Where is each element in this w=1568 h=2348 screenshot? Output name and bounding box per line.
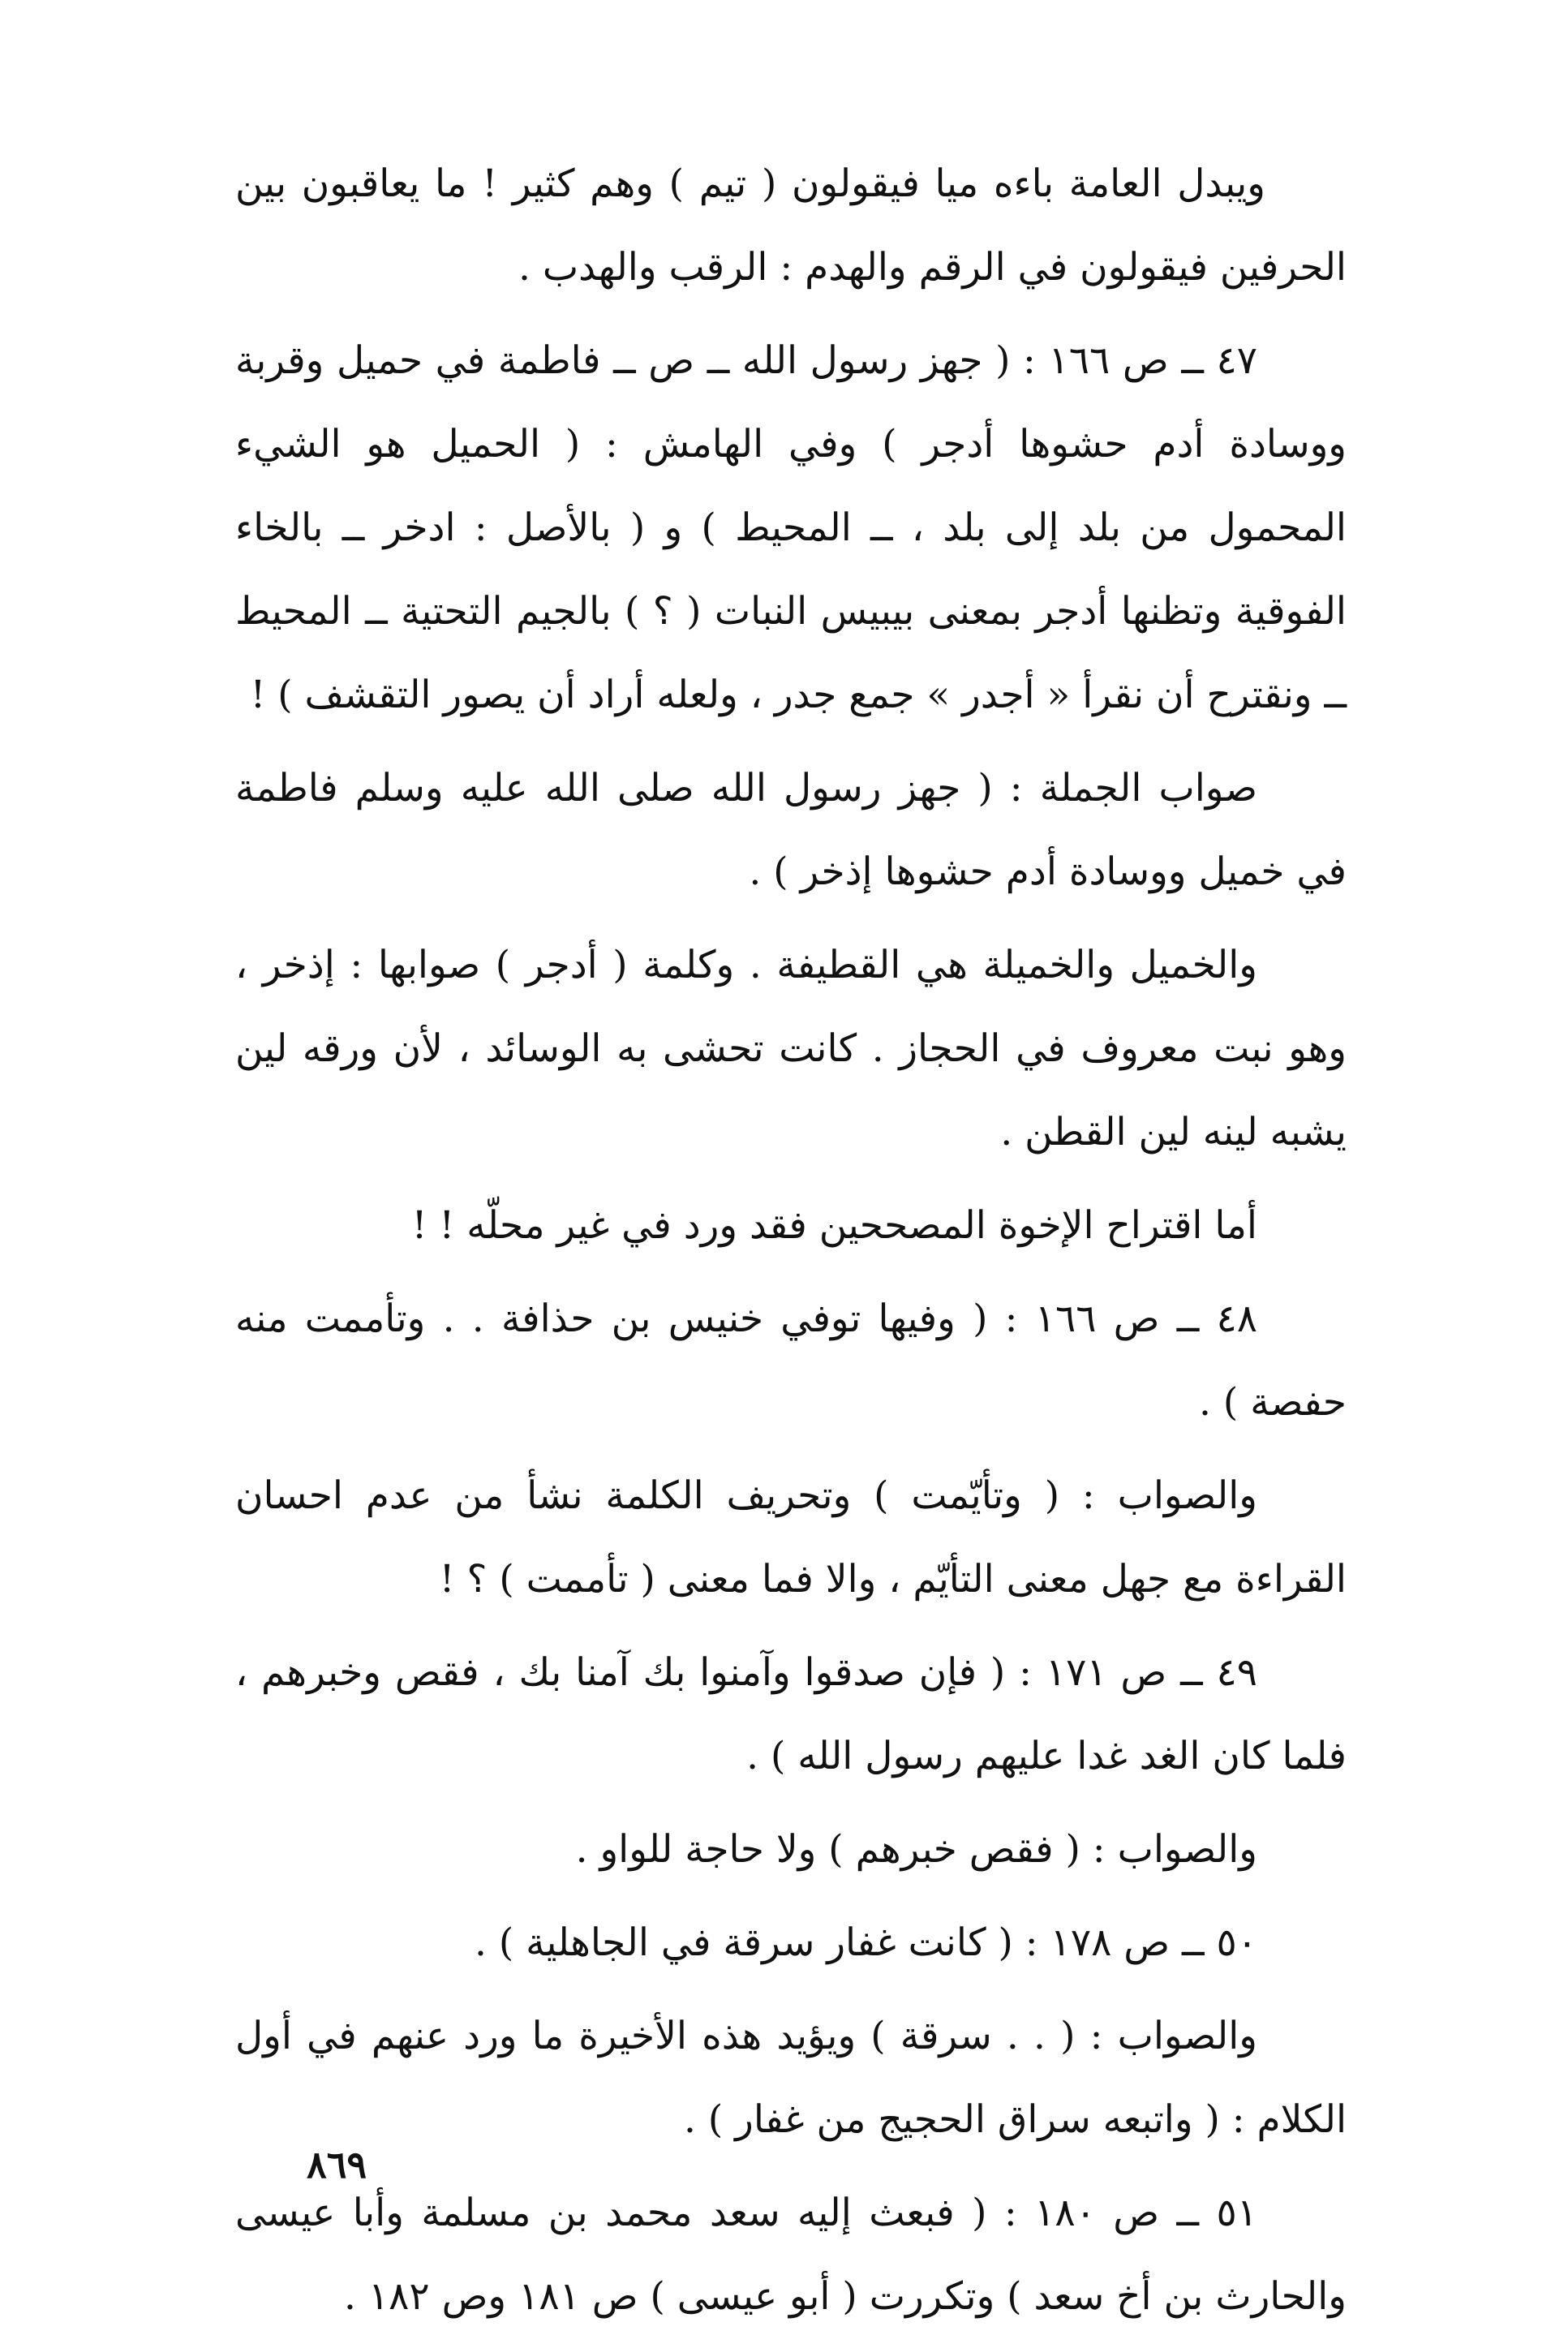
correction-50: والصواب : ( . . سرقة ) ويؤيد هذه الأخيرة ما ورد عنهم في أول الكلام : ( واتبعه سراق الحجيج من غفار ) . (235, 2014, 1347, 2142)
correction-49: والصواب : ( فقص خبرهم ) ولا حاجة للواو . (575, 1827, 1257, 1872)
correction-48: والصواب : ( وتأيّمت ) وتحريف الكلمة نشأ من عدم احسان القراءة مع جهل معنى التأيّم ، والا فما معنى ( تأممت ) ؟ ! (235, 1473, 1347, 1602)
page-number: ٨٦٩ (307, 2143, 367, 2187)
note-48: ٤٨ ــ ص ١٦٦ : ( وفيها توفي خنيس بن حذافة . . وتأممت منه حفصة ) . (235, 1297, 1347, 1425)
correction-47: صواب الجملة : ( جهز رسول الله صلى الله عليه وسلم فاطمة في خميل ووسادة أدم حشوها إذخر ) . (235, 766, 1347, 894)
note-50: ٥٠ ــ ص ١٧٨ : ( كانت غفار سرقة في الجاهلية ) . (474, 1920, 1257, 1965)
note-51: ٥١ ــ ص ١٨٠ : ( فبعث إليه سعد محمد بن مسلمة وأبا عيسى والحارث بن أخ سعد ) وتكررت ( أبو عيسى ) ص ١٨١ وص ١٨٢ . (235, 2191, 1347, 2319)
note-47: ٤٧ ــ ص ١٦٦ : ( جهز رسول الله ــ ص ــ فاطمة في حميل وقربة ووسادة أدم حشوها أدجر ) وفي الهامش : ( الحميل هو الشيء المحمول من بلد إلى بلد ، ــ المحيط ) و ( بالأصل : ادخر ــ بالخاء الفوقية وتظنها أدجر بمعنى بيبيس النبات ( ؟ ) بالجيم التحتية ــ المحيط ــ ونقترح أن نقرأ « أجدر » جمع جدر ، ولعله أراد أن يصور التقشف ) ! (235, 338, 1347, 717)
paragraph-substitution-note: ويبدل العامة باءه ميا فيقولون ( تيم ) وهم كثير ! ما يعاقبون بين الحرفين فيقولون في الرقم والهدم : الرقب والهدب . (235, 161, 1347, 290)
comment-47: أما اقتراح الإخوة المصححين فقد ورد في غير محلّه ! ! (411, 1203, 1257, 1248)
explanation-47: والخميل والخميلة هي القطيفة . وكلمة ( أدجر ) صوابها : إذخر ، وهو نبت معروف في الحجاز . كانت تحشى به الوسائد ، لأن ورقه لين يشبه لينه لين القطن . (235, 943, 1347, 1155)
book-page-body (235, 142, 1347, 2348)
note-49: ٤٩ ــ ص ١٧١ : ( فإن صدقوا وآمنوا بك آمنا بك ، فقص وخبرهم ، فلما كان الغد غدا عليهم رسول الله ) . (235, 1650, 1347, 1778)
